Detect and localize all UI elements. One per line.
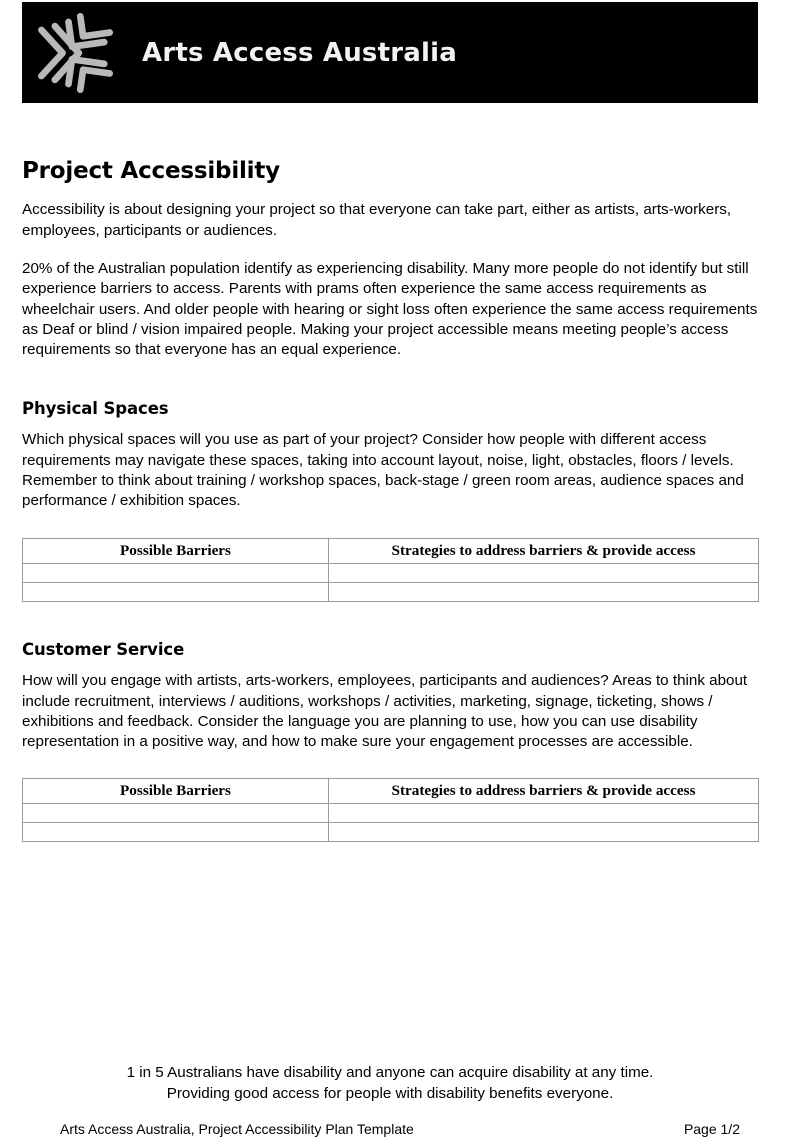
table-cell-strategy[interactable]	[329, 823, 759, 842]
barriers-table-customer-service	[22, 778, 759, 842]
section-heading-customer-service: Customer Service	[22, 639, 185, 659]
table-row	[23, 823, 759, 842]
section-heading-physical-spaces: Physical Spaces	[22, 398, 169, 418]
column-header-strategies: Strategies to address barriers & provide access	[329, 538, 759, 563]
footer-running-row	[60, 1120, 740, 1138]
column-header-possible-barriers: Possible Barriers	[23, 538, 329, 563]
table-cell-barrier[interactable]	[23, 582, 329, 601]
table-header-row	[23, 779, 759, 804]
table-row	[23, 582, 759, 601]
document-content	[22, 103, 758, 842]
footer-document-label: Arts Access Australia, Project Accessibility Plan Template	[60, 1121, 414, 1137]
intro-paragraph-2: 20% of the Australian population identify as experiencing disability. Many more people do not identify but still experience barriers to access. Parents with prams often experience the same access requirements as wheelchair users. And older people with hearing or sight loss often experience the same access requirements as Deaf or blind / vision impaired people. Making your project accessible means meeting people’s access requirements so that everyone has an equal experience.	[22, 260, 758, 359]
table-cell-strategy[interactable]	[329, 563, 759, 582]
intro-paragraph-1: Accessibility is about designing your project so that everyone can take part, either as artists, arts-workers, employees, participants or audiences.	[22, 201, 732, 239]
table-cell-strategy[interactable]	[329, 582, 759, 601]
column-header-strategies: Strategies to address barriers & provide access	[329, 779, 759, 804]
table-cell-barrier[interactable]	[23, 804, 329, 823]
arts-access-australia-pinwheel-logo	[28, 5, 124, 101]
table-header-row	[23, 538, 759, 563]
footer-tagline-block	[22, 1063, 758, 1104]
section-body-customer-service: How will you engage with artists, arts-workers, employees, participants and audiences? Areas to think about include recruitment, interviews / auditions, workshops / activities, marketing, signage, ticketing, shows / exhibitions and feedback. Consider the language you are planning to use, how you can use disability representation in a positive way, and how to make sure your engagement processes are accessible.	[22, 672, 748, 751]
barriers-table-physical-spaces	[22, 538, 759, 602]
page-title: Project Accessibility	[22, 158, 280, 184]
footer-tagline-line-2: Providing good access for people with disability benefits everyone.	[166, 1084, 614, 1102]
footer-page-number: Page 1/2	[683, 1121, 740, 1137]
column-header-possible-barriers: Possible Barriers	[23, 779, 329, 804]
table-row	[23, 563, 759, 582]
table-cell-barrier[interactable]	[23, 563, 329, 582]
table-row	[23, 804, 759, 823]
header-banner	[22, 2, 758, 103]
table-cell-barrier[interactable]	[23, 823, 329, 842]
footer-tagline-line-1: 1 in 5 Australians have disability and anyone can acquire disability at any time.	[126, 1064, 654, 1081]
section-body-physical-spaces: Which physical spaces will you use as part of your project? Consider how people with different access requirements may navigate these spaces, taking into account layout, noise, light, obstacles, floors / levels. Remember to think about training / workshop spaces, back-stage / green room areas, audience spaces and performance / exhibition spaces.	[22, 431, 744, 510]
banner-title: Arts Access Australia	[142, 37, 457, 68]
table-cell-strategy[interactable]	[329, 804, 759, 823]
